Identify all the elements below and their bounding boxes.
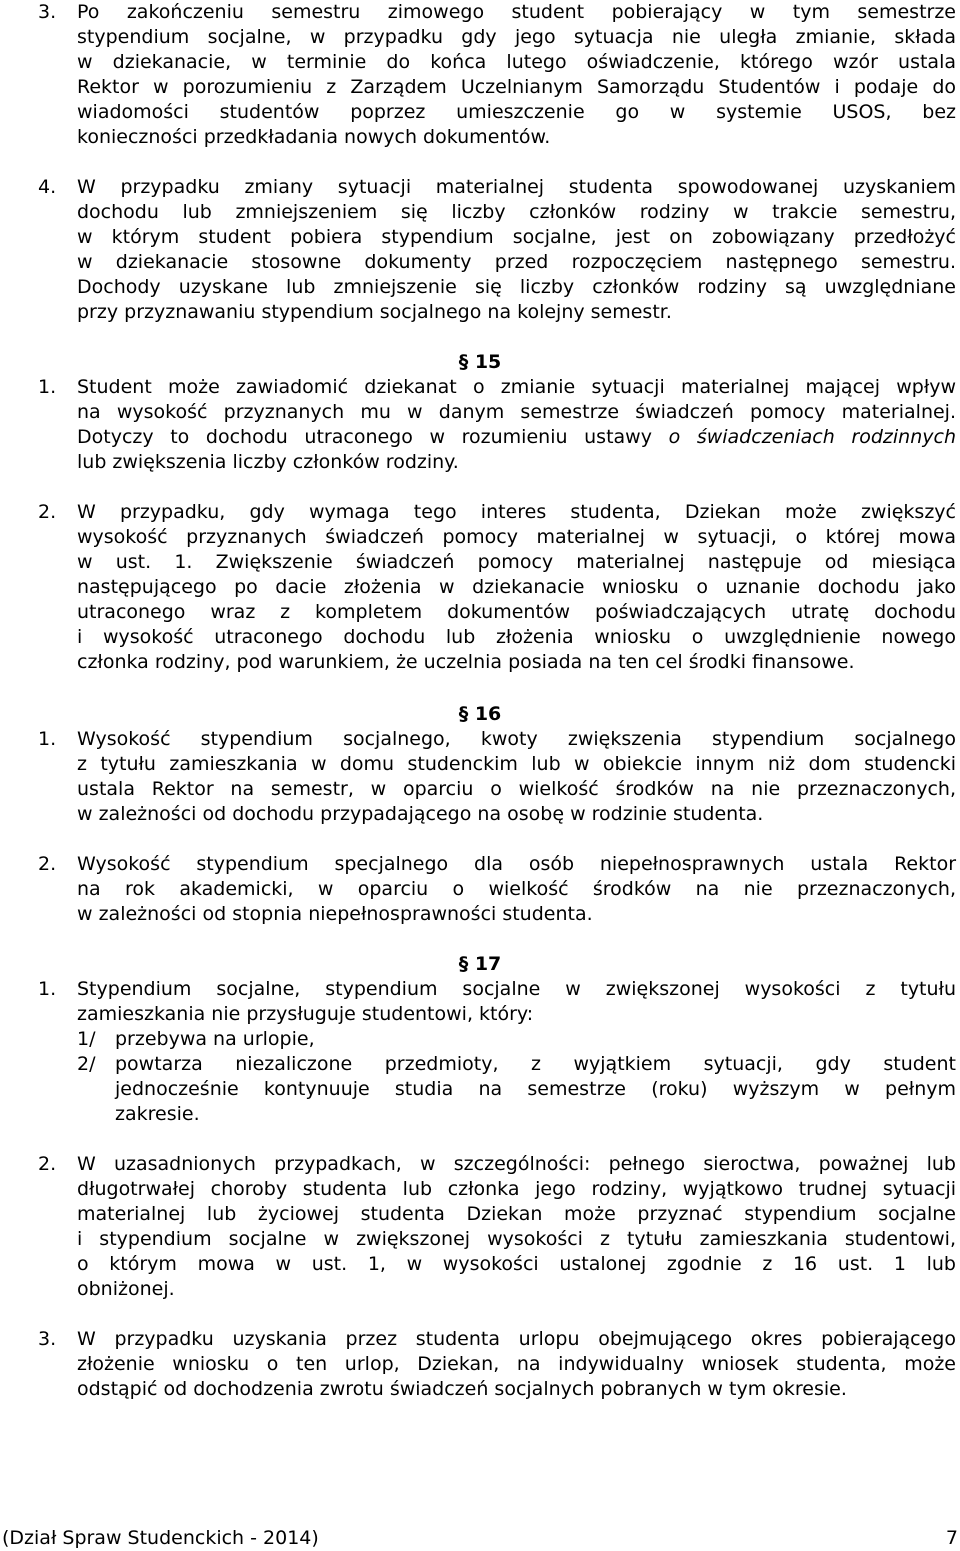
text-line: utraconego wraz z kompletem dokumentów poświadczających utratę dochodu xyxy=(77,601,956,623)
paragraph-number: 1. xyxy=(38,728,57,750)
text-line: długotrwałej choroby studenta lub członka jego rodziny, wyjątkowo trudnej sytuacji xyxy=(77,1178,956,1200)
text-line: Wysokość stypendium socjalnego, kwoty zwiększenia stypendium socjalnego xyxy=(77,728,956,750)
text-line: Rektor w porozumieniu z Zarządem Uczelnianym Samorządu Studentów i podaje do xyxy=(77,76,956,98)
text-line: W uzasadnionych przypadkach, w szczególności: pełnego sieroctwa, poważnej lub xyxy=(77,1153,956,1175)
text-line: wysokość przyznanych świadczeń pomocy materialnej w sytuacji, o której mowa xyxy=(77,526,956,548)
text-line xyxy=(77,425,956,450)
list-item-number: 1/ xyxy=(77,1028,96,1050)
text-line: o którym mowa w ust. 1, w wysokości ustalonej zgodnie z 16 ust. 1 lub xyxy=(77,1253,956,1275)
section-heading-16: § 16 xyxy=(458,703,502,725)
italic-text: o świadczeniach rodzinnych xyxy=(668,426,956,448)
section-heading-17: § 17 xyxy=(458,953,502,975)
text-line: powtarza niezaliczone przedmioty, z wyjątkiem sytuacji, gdy student xyxy=(115,1053,956,1075)
list-item-number: 2/ xyxy=(77,1053,96,1075)
text-line: następującego po dacie złożenia w dziekanacie wniosku o uznanie dochodu jako xyxy=(77,576,956,598)
text-line: dochodu lub zmniejszeniem się liczby członków rodziny w trakcie semestru, xyxy=(77,201,956,223)
footer-page-number: 7 xyxy=(945,1527,958,1549)
text-line: zamieszkania nie przysługuje studentowi, który: xyxy=(77,1003,534,1025)
text-line: w zależności od dochodu przypadającego na osobę w rodzinie studenta. xyxy=(77,803,764,825)
text-line: lub zwiększenia liczby członków rodziny. xyxy=(77,451,459,473)
text-line: konieczności przedkładania nowych dokumentów. xyxy=(77,126,551,148)
text-line: przy przyznawaniu stypendium socjalnego na kolejny semestr. xyxy=(77,301,672,323)
paragraph-number: 2. xyxy=(38,853,57,875)
text-line: przebywa na urlopie, xyxy=(115,1028,315,1050)
text-line: Po zakończeniu semestru zimowego student pobierający w tym semestrze xyxy=(77,1,956,23)
text-line: obniżonej. xyxy=(77,1278,175,1300)
paragraph-number: 3. xyxy=(38,1328,57,1350)
text-line: Stypendium socjalne, stypendium socjalne w zwiększonej wysokości z tytułu xyxy=(77,978,956,1000)
text-line: członka rodziny, pod warunkiem, że uczelnia posiada na ten cel środki finansowe. xyxy=(77,651,855,673)
text-line: W przypadku zmiany sytuacji materialnej studenta spowodowanej uzyskaniem xyxy=(77,176,956,198)
text-line: z tytułu zamieszkania w domu studenckim lub w obiekcie innym niż dom studencki xyxy=(77,753,956,775)
paragraph-number: 3. xyxy=(38,1,57,23)
text-line: stypendium socjalne, w przypadku gdy jego sytuacja nie uległa zmianie, składa xyxy=(77,26,956,48)
paragraph-number: 1. xyxy=(38,376,57,398)
paragraph-number: 2. xyxy=(38,501,57,523)
text-line: zakresie. xyxy=(115,1103,200,1125)
text-line: i stypendium socjalne w zwiększonej wysokości z tytułu zamieszkania studentowi, xyxy=(77,1228,956,1250)
text-line: Student może zawiadomić dziekanat o zmianie sytuacji materialnej mającej wpływ xyxy=(77,376,956,398)
text-line: i wysokość utraconego dochodu lub złożenia wniosku o uwzględnienie nowego xyxy=(77,626,956,648)
text-line: materialnej lub życiowej studenta Dziekan może przyznać stypendium socjalne xyxy=(77,1203,956,1225)
text-line: Dochody uzyskane lub zmniejszenie się liczby członków rodziny są uwzględniane xyxy=(77,276,956,298)
text-line: w dziekanacie, w terminie do końca lutego oświadczenie, którego wzór ustala xyxy=(77,51,956,73)
text-line: na rok akademicki, w oparciu o wielkość środków na nie przeznaczonych, xyxy=(77,878,956,900)
text-line: na wysokość przyznanych mu w danym semestrze świadczeń pomocy materialnej. xyxy=(77,401,956,423)
text-line: ustala Rektor na semestr, w oparciu o wielkość środków na nie przeznaczonych, xyxy=(77,778,956,800)
paragraph-number: 4. xyxy=(38,176,57,198)
section-heading-15: § 15 xyxy=(458,351,502,373)
text-line: w dziekanacie stosowne dokumenty przed rozpoczęciem następnego semestru. xyxy=(77,251,956,273)
text-line: Wysokość stypendium specjalnego dla osób niepełnosprawnych ustala Rektor xyxy=(77,853,956,875)
text-line: wiadomości studentów poprzez umieszczenie go w systemie USOS, bez xyxy=(77,101,956,123)
text-line: odstąpić od dochodzenia zwrotu świadczeń socjalnych pobranych w tym okresie. xyxy=(77,1378,847,1400)
paragraph-number: 1. xyxy=(38,978,57,1000)
footer-department: (Dział Spraw Studenckich - 2014) xyxy=(2,1527,319,1549)
text-line: w zależności od stopnia niepełnosprawności studenta. xyxy=(77,903,593,925)
text-line: w którym student pobiera stypendium socjalne, jest on zobowiązany przedłożyć xyxy=(77,226,956,248)
text-line: jednocześnie kontynuuje studia na semestrze (roku) wyższym w pełnym xyxy=(115,1078,956,1100)
text-line: W przypadku uzyskania przez studenta urlopu obejmującego okres pobierającego xyxy=(77,1328,956,1350)
text-line: złożenie wniosku o ten urlop, Dziekan, na indywidualny wniosek studenta, może xyxy=(77,1353,956,1375)
paragraph-number: 2. xyxy=(38,1153,57,1175)
text-line: W przypadku, gdy wymaga tego interes studenta, Dziekan może zwiększyć xyxy=(77,501,956,523)
text-segment: Dotyczy to dochodu utraconego w rozumieniu ustawy xyxy=(77,426,652,448)
text-line: w ust. 1. Zwiększenie świadczeń pomocy materialnej następuje od miesiąca xyxy=(77,551,956,573)
